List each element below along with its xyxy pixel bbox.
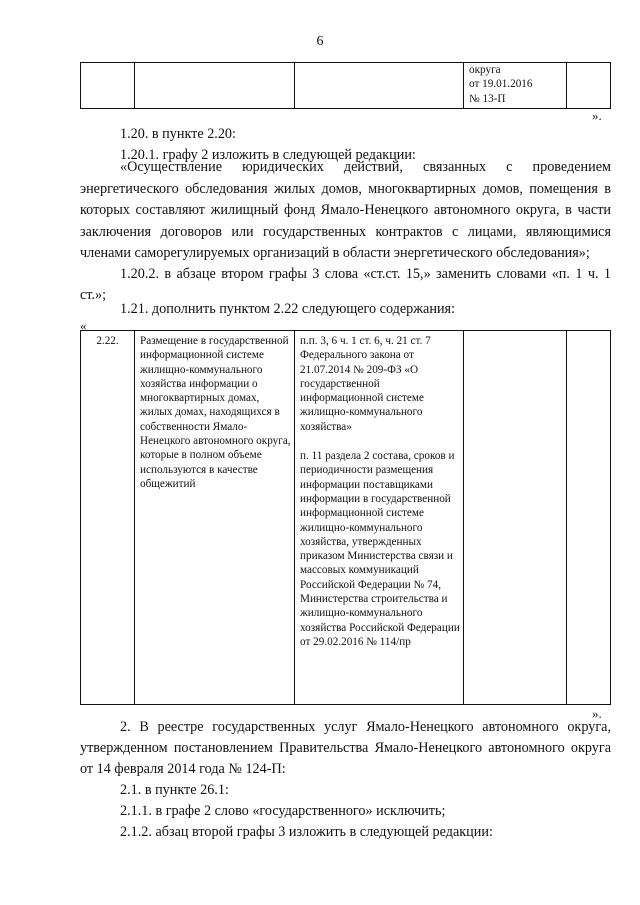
table-cell	[567, 331, 611, 705]
page-number: 6	[316, 34, 324, 49]
table-cell	[135, 63, 295, 109]
paragraph-1-20-1: 1.20.1. графу 2 изложить в следующей редакции:	[120, 147, 416, 163]
service-basis	[295, 331, 464, 705]
service-basis-law: п.п. 3, 6 ч. 1 ст. 6, ч. 21 ст. 7 Федерального закона от 21.07.2014 № 209-ФЗ «О государственной информационной системе жилищно-коммунального хозяйства»	[300, 335, 431, 433]
paragraph-2: 2. В реестре государственных услуг Ямало-Ненецкого автономного округа, утвержденном постановлением Правительства Ямало-Ненецкого автономного округа от 14 февраля 2014 года № 124-П:	[80, 719, 611, 777]
paragraph-1-20-2: 1.20.2. в абзаце втором графы 3 слова «ст.ст. 15,» заменить словами «п. 1 ч. 1 ст.»;	[80, 266, 611, 303]
paragraph-2-1-2: 2.1.2. абзац второй графы 3 изложить в следующей редакции:	[120, 824, 493, 840]
table-row	[81, 63, 611, 109]
table-cell	[81, 63, 135, 109]
continuation-table	[80, 62, 611, 109]
table-cell	[567, 63, 611, 109]
closing-quote-top: ».	[592, 108, 602, 123]
table-row	[81, 331, 611, 705]
table-cell	[464, 331, 567, 705]
table-cell	[295, 63, 464, 109]
paragraph-2-1: 2.1. в пункте 26.1:	[120, 782, 229, 798]
service-number: 2.22.	[81, 331, 135, 705]
paragraph-quote-text: «Осуществление юридических действий, связанных с проведением энергетического обследования жилых домов, многоквартирных домов, помещения в которых составляют жилищный фонд Ямало-Ненецкого автономного округа, в части заключения договоров или государственных контрактов с лицами, являющимися членами саморегулируемых организаций в области энергетического обследования»;	[80, 159, 611, 261]
service-table	[80, 330, 611, 705]
close-quote: ».	[592, 706, 602, 721]
table-cell-region-ref: округа от 19.01.2016 № 13-П	[464, 63, 567, 109]
service-name: Размещение в государственной информационной системе жилищно-коммунального хозяйства информации о многоквартирных домах, жилых домах, находящихся в собственности Ямало-Ненецкого автономного округа, которые в полном объеме используются в качестве общежитий	[135, 331, 295, 705]
open-quote: «	[80, 318, 87, 333]
paragraph-1-20: 1.20. в пункте 2.20:	[120, 126, 236, 142]
service-basis-order: п. 11 раздела 2 состава, сроков и периодичности размещения информации поставщиками информации в государственной информационной системе жилищно-коммунального хозяйства, утвержденных приказом Министерства связи и массовых коммуникаций Российской Федерации № 74, Министерства строительства и жилищно-коммунального хозяйства Российской Федерации от 29.02.2016 № 114/пр	[300, 450, 460, 648]
paragraph-1-21: 1.21. дополнить пунктом 2.22 следующего содержания:	[120, 301, 456, 317]
paragraph-2-1-1: 2.1.1. в графе 2 слово «государственного» исключить;	[120, 803, 446, 819]
